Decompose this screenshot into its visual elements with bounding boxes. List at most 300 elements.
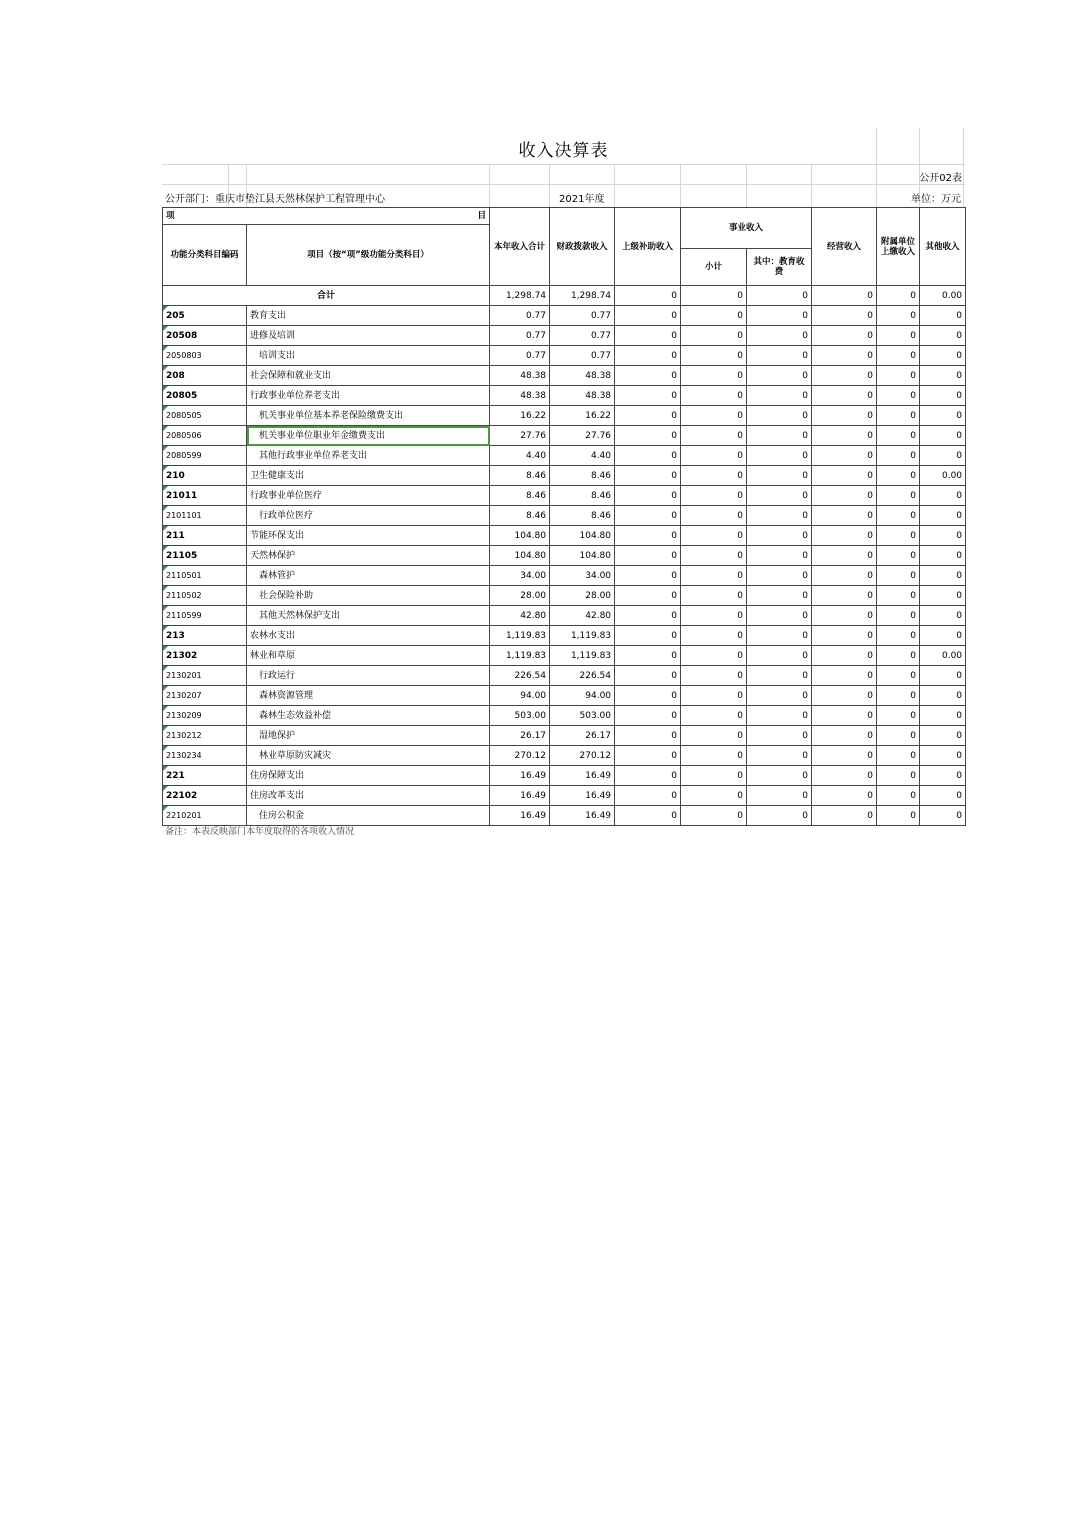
row-value-cell[interactable]: 0 bbox=[615, 806, 681, 826]
row-code-cell[interactable]: 208 bbox=[163, 366, 247, 386]
table-row bbox=[163, 506, 966, 526]
table-row bbox=[163, 626, 966, 646]
row-value-cell[interactable]: 0 bbox=[615, 686, 681, 706]
row-value-cell[interactable]: 0 bbox=[812, 526, 877, 546]
row-code-cell[interactable]: 2101101 bbox=[163, 506, 247, 526]
row-value-cell[interactable]: 0 bbox=[920, 786, 966, 806]
row-value-cell[interactable]: 4.40 bbox=[490, 446, 550, 466]
row-name-cell[interactable]: 湿地保护 bbox=[247, 726, 490, 746]
row-code-cell[interactable]: 2110599 bbox=[163, 606, 247, 626]
row-value-cell[interactable]: 0 bbox=[615, 586, 681, 606]
row-value-cell[interactable]: 16.49 bbox=[550, 786, 615, 806]
row-value-cell[interactable]: 0 bbox=[877, 586, 920, 606]
row-value-cell[interactable]: 0 bbox=[920, 326, 966, 346]
row-code-cell[interactable]: 210 bbox=[163, 466, 247, 486]
row-name-cell[interactable]: 其他行政事业单位养老支出 bbox=[247, 446, 490, 466]
row-value-cell[interactable]: 0 bbox=[877, 546, 920, 566]
row-value-cell[interactable]: 0 bbox=[877, 306, 920, 326]
row-name-cell[interactable]: 机关事业单位基本养老保险缴费支出 bbox=[247, 406, 490, 426]
header-name[interactable]: 项目（按“项”级功能分类科目） bbox=[247, 225, 490, 286]
row-value-cell[interactable]: 0 bbox=[877, 706, 920, 726]
row-value-cell[interactable]: 0 bbox=[920, 566, 966, 586]
row-value-cell[interactable]: 0 bbox=[681, 686, 747, 706]
row-value-cell[interactable]: 0 bbox=[747, 626, 812, 646]
row-value-cell[interactable]: 0 bbox=[747, 306, 812, 326]
row-value-cell[interactable]: 1,119.83 bbox=[490, 626, 550, 646]
row-name-cell[interactable]: 节能环保支出 bbox=[247, 526, 490, 546]
row-name-cell[interactable]: 社会保障和就业支出 bbox=[247, 366, 490, 386]
row-value-cell[interactable]: 0 bbox=[812, 806, 877, 826]
row-name-cell[interactable]: 卫生健康支出 bbox=[247, 466, 490, 486]
row-code-cell[interactable]: 213 bbox=[163, 626, 247, 646]
row-code-cell[interactable]: 20805 bbox=[163, 386, 247, 406]
row-value-cell[interactable]: 0 bbox=[812, 746, 877, 766]
row-code-cell[interactable]: 2080505 bbox=[163, 406, 247, 426]
header-operating[interactable]: 经营收入 bbox=[812, 208, 877, 286]
row-value-cell[interactable]: 0 bbox=[681, 666, 747, 686]
row-value-cell[interactable]: 1,119.83 bbox=[550, 646, 615, 666]
row-value-cell[interactable]: 0 bbox=[877, 386, 920, 406]
row-value-cell[interactable]: 1,119.83 bbox=[490, 646, 550, 666]
header-business-subtotal[interactable]: 小计 bbox=[681, 249, 747, 286]
row-value-cell[interactable]: 42.80 bbox=[490, 606, 550, 626]
row-value-cell[interactable]: 16.49 bbox=[490, 806, 550, 826]
row-value-cell[interactable]: 48.38 bbox=[550, 386, 615, 406]
row-value-cell[interactable]: 0 bbox=[747, 406, 812, 426]
row-value-cell[interactable]: 0 bbox=[615, 466, 681, 486]
row-value-cell[interactable]: 0 bbox=[812, 706, 877, 726]
row-name-cell[interactable]: 住房公积金 bbox=[247, 806, 490, 826]
row-value-cell[interactable]: 0 bbox=[681, 586, 747, 606]
row-value-cell[interactable]: 0 bbox=[615, 626, 681, 646]
total-value[interactable]: 0 bbox=[615, 286, 681, 306]
row-value-cell[interactable]: 16.49 bbox=[490, 786, 550, 806]
row-value-cell[interactable]: 0 bbox=[812, 386, 877, 406]
row-value-cell[interactable]: 0 bbox=[877, 526, 920, 546]
row-value-cell[interactable]: 0 bbox=[812, 566, 877, 586]
row-value-cell[interactable]: 0 bbox=[812, 626, 877, 646]
row-value-cell[interactable]: 0 bbox=[747, 706, 812, 726]
row-value-cell[interactable]: 94.00 bbox=[490, 686, 550, 706]
row-value-cell[interactable]: 8.46 bbox=[550, 466, 615, 486]
row-value-cell[interactable]: 0 bbox=[747, 466, 812, 486]
page-title: 收入决算表 bbox=[518, 141, 609, 161]
row-value-cell[interactable]: 16.22 bbox=[490, 406, 550, 426]
row-value-cell[interactable]: 0 bbox=[877, 446, 920, 466]
row-value-cell[interactable]: 28.00 bbox=[490, 586, 550, 606]
row-value-cell[interactable]: 0 bbox=[747, 786, 812, 806]
row-value-cell[interactable]: 0 bbox=[615, 786, 681, 806]
row-value-cell[interactable]: 4.40 bbox=[550, 446, 615, 466]
header-superior[interactable]: 上级补助收入 bbox=[615, 208, 681, 286]
header-affiliated[interactable]: 附属单位上缴收入 bbox=[877, 208, 920, 286]
row-value-cell[interactable]: 0 bbox=[615, 326, 681, 346]
row-code-cell[interactable]: 21105 bbox=[163, 546, 247, 566]
row-value-cell[interactable]: 503.00 bbox=[550, 706, 615, 726]
row-value-cell[interactable]: 42.80 bbox=[550, 606, 615, 626]
row-value-cell[interactable]: 0 bbox=[681, 646, 747, 666]
row-value-cell[interactable]: 16.49 bbox=[550, 766, 615, 786]
row-value-cell[interactable]: 0 bbox=[747, 746, 812, 766]
row-value-cell[interactable]: 0 bbox=[615, 426, 681, 446]
unit-label: 单位：万元 bbox=[911, 194, 961, 205]
row-value-cell[interactable]: 16.49 bbox=[550, 806, 615, 826]
row-code-cell[interactable]: 2130234 bbox=[163, 746, 247, 766]
row-value-cell[interactable]: 0 bbox=[747, 346, 812, 366]
row-code-cell[interactable]: 2080599 bbox=[163, 446, 247, 466]
header-total-income[interactable]: 本年收入合计 bbox=[490, 208, 550, 286]
row-value-cell[interactable]: 0 bbox=[920, 486, 966, 506]
row-name-cell[interactable]: 行政事业单位医疗 bbox=[247, 486, 490, 506]
row-value-cell[interactable]: 0 bbox=[681, 766, 747, 786]
row-value-cell[interactable]: 0 bbox=[812, 446, 877, 466]
table-row bbox=[163, 566, 966, 586]
row-value-cell[interactable]: 0.77 bbox=[490, 326, 550, 346]
row-value-cell[interactable]: 0 bbox=[615, 766, 681, 786]
row-code-cell[interactable]: 21302 bbox=[163, 646, 247, 666]
row-value-cell[interactable]: 0 bbox=[920, 366, 966, 386]
row-value-cell[interactable]: 0 bbox=[920, 586, 966, 606]
row-value-cell[interactable]: 28.00 bbox=[550, 586, 615, 606]
row-name-cell[interactable]: 社会保险补助 bbox=[247, 586, 490, 606]
row-code-cell[interactable]: 20508 bbox=[163, 326, 247, 346]
row-value-cell[interactable]: 8.46 bbox=[550, 506, 615, 526]
row-value-cell[interactable]: 0 bbox=[681, 746, 747, 766]
row-value-cell[interactable]: 0 bbox=[615, 546, 681, 566]
row-value-cell[interactable]: 26.17 bbox=[490, 726, 550, 746]
row-value-cell[interactable]: 0 bbox=[615, 706, 681, 726]
table-row bbox=[163, 426, 966, 446]
total-value[interactable]: 1,298.74 bbox=[490, 286, 550, 306]
row-value-cell[interactable]: 0 bbox=[877, 426, 920, 446]
row-name-cell[interactable]: 住房保障支出 bbox=[247, 766, 490, 786]
row-value-cell[interactable]: 0 bbox=[920, 806, 966, 826]
total-value[interactable]: 0 bbox=[747, 286, 812, 306]
row-code-cell[interactable]: 211 bbox=[163, 526, 247, 546]
row-value-cell[interactable]: 0 bbox=[812, 426, 877, 446]
row-name-cell[interactable]: 天然林保护 bbox=[247, 546, 490, 566]
row-value-cell[interactable]: 0 bbox=[920, 746, 966, 766]
row-value-cell[interactable]: 0 bbox=[747, 526, 812, 546]
row-value-cell[interactable]: 0 bbox=[747, 686, 812, 706]
row-value-cell[interactable]: 0 bbox=[681, 566, 747, 586]
row-value-cell[interactable]: 0 bbox=[877, 726, 920, 746]
row-value-cell[interactable]: 0 bbox=[681, 366, 747, 386]
row-value-cell[interactable]: 0 bbox=[920, 546, 966, 566]
row-value-cell[interactable]: 270.12 bbox=[550, 746, 615, 766]
row-value-cell[interactable]: 0 bbox=[747, 806, 812, 826]
row-value-cell[interactable]: 0 bbox=[615, 406, 681, 426]
row-value-cell[interactable]: 0 bbox=[812, 546, 877, 566]
row-value-cell[interactable]: 0 bbox=[615, 386, 681, 406]
row-value-cell[interactable]: 0 bbox=[877, 766, 920, 786]
total-value[interactable]: 1,298.74 bbox=[550, 286, 615, 306]
row-value-cell[interactable]: 0 bbox=[812, 586, 877, 606]
row-value-cell[interactable]: 0 bbox=[877, 626, 920, 646]
row-value-cell[interactable]: 94.00 bbox=[550, 686, 615, 706]
row-value-cell[interactable]: 0 bbox=[681, 486, 747, 506]
row-value-cell[interactable]: 0.77 bbox=[550, 346, 615, 366]
row-code-cell[interactable]: 2080506 bbox=[163, 426, 247, 446]
row-value-cell[interactable]: 8.46 bbox=[490, 486, 550, 506]
row-value-cell[interactable]: 226.54 bbox=[490, 666, 550, 686]
row-name-cell[interactable]: 农林水支出 bbox=[247, 626, 490, 646]
row-value-cell[interactable]: 0 bbox=[812, 486, 877, 506]
row-value-cell[interactable]: 0 bbox=[615, 646, 681, 666]
row-value-cell[interactable]: 0 bbox=[877, 486, 920, 506]
row-value-cell[interactable]: 0 bbox=[920, 346, 966, 366]
total-value[interactable]: 0.00 bbox=[920, 286, 966, 306]
row-value-cell[interactable]: 0 bbox=[681, 806, 747, 826]
row-value-cell[interactable]: 1,119.83 bbox=[550, 626, 615, 646]
header-business[interactable]: 事业收入 bbox=[681, 208, 812, 249]
row-value-cell[interactable]: 0 bbox=[877, 506, 920, 526]
department-label: 公开部门：重庆市垫江县天然林保护工程管理中心 bbox=[165, 194, 385, 205]
row-value-cell[interactable]: 0 bbox=[747, 546, 812, 566]
row-value-cell[interactable]: 0 bbox=[747, 326, 812, 346]
row-code-cell[interactable]: 2130212 bbox=[163, 726, 247, 746]
row-code-cell[interactable]: 2210201 bbox=[163, 806, 247, 826]
row-value-cell[interactable]: 0 bbox=[615, 486, 681, 506]
row-value-cell[interactable]: 0 bbox=[681, 786, 747, 806]
row-value-cell[interactable]: 0 bbox=[681, 526, 747, 546]
row-value-cell[interactable]: 8.46 bbox=[490, 466, 550, 486]
row-value-cell[interactable]: 503.00 bbox=[490, 706, 550, 726]
row-code-cell[interactable]: 221 bbox=[163, 766, 247, 786]
row-name-cell[interactable]: 进修及培训 bbox=[247, 326, 490, 346]
row-value-cell[interactable]: 0 bbox=[812, 666, 877, 686]
row-value-cell[interactable]: 104.80 bbox=[550, 526, 615, 546]
table-row bbox=[163, 446, 966, 466]
row-value-cell[interactable]: 0 bbox=[812, 766, 877, 786]
row-value-cell[interactable]: 0 bbox=[920, 626, 966, 646]
row-value-cell[interactable]: 0 bbox=[812, 686, 877, 706]
row-value-cell[interactable]: 0 bbox=[920, 446, 966, 466]
row-value-cell[interactable]: 104.80 bbox=[490, 546, 550, 566]
row-value-cell[interactable]: 0 bbox=[681, 506, 747, 526]
row-value-cell[interactable]: 0.77 bbox=[550, 306, 615, 326]
row-value-cell[interactable]: 0 bbox=[877, 406, 920, 426]
header-business-edu[interactable]: 其中：教育收费 bbox=[747, 249, 812, 286]
row-value-cell[interactable]: 0 bbox=[747, 606, 812, 626]
row-value-cell[interactable]: 0 bbox=[812, 646, 877, 666]
row-value-cell[interactable]: 0 bbox=[681, 386, 747, 406]
row-value-cell[interactable]: 0 bbox=[747, 506, 812, 526]
row-value-cell[interactable]: 0 bbox=[812, 506, 877, 526]
row-value-cell[interactable]: 0 bbox=[920, 406, 966, 426]
total-value[interactable]: 0 bbox=[877, 286, 920, 306]
row-value-cell[interactable]: 16.22 bbox=[550, 406, 615, 426]
row-value-cell[interactable]: 0 bbox=[681, 326, 747, 346]
row-code-cell[interactable]: 2130207 bbox=[163, 686, 247, 706]
row-value-cell[interactable]: 0.00 bbox=[920, 466, 966, 486]
row-value-cell[interactable]: 226.54 bbox=[550, 666, 615, 686]
row-code-cell[interactable]: 2110502 bbox=[163, 586, 247, 606]
row-value-cell[interactable]: 48.38 bbox=[490, 386, 550, 406]
row-value-cell[interactable]: 0 bbox=[920, 666, 966, 686]
row-value-cell[interactable]: 0 bbox=[747, 426, 812, 446]
row-value-cell[interactable]: 0 bbox=[877, 786, 920, 806]
row-value-cell[interactable]: 0 bbox=[920, 606, 966, 626]
row-value-cell[interactable]: 48.38 bbox=[490, 366, 550, 386]
row-code-cell[interactable]: 2130201 bbox=[163, 666, 247, 686]
row-value-cell[interactable]: 0 bbox=[812, 326, 877, 346]
row-value-cell[interactable]: 0 bbox=[681, 726, 747, 746]
row-code-cell[interactable]: 22102 bbox=[163, 786, 247, 806]
row-value-cell[interactable]: 0 bbox=[812, 366, 877, 386]
row-value-cell[interactable]: 0 bbox=[877, 366, 920, 386]
row-value-cell[interactable]: 0 bbox=[812, 466, 877, 486]
row-code-cell[interactable]: 21011 bbox=[163, 486, 247, 506]
row-value-cell[interactable]: 0 bbox=[812, 786, 877, 806]
row-value-cell[interactable]: 0 bbox=[681, 546, 747, 566]
row-value-cell[interactable]: 0 bbox=[877, 606, 920, 626]
row-value-cell[interactable]: 0 bbox=[812, 306, 877, 326]
row-value-cell[interactable]: 0 bbox=[747, 386, 812, 406]
row-value-cell[interactable]: 16.49 bbox=[490, 766, 550, 786]
row-name-cell[interactable]: 机关事业单位职业年金缴费支出 bbox=[247, 426, 490, 446]
table-row bbox=[163, 306, 966, 326]
row-value-cell[interactable]: 0 bbox=[812, 406, 877, 426]
row-value-cell[interactable]: 0 bbox=[812, 726, 877, 746]
row-name-cell[interactable]: 行政事业单位养老支出 bbox=[247, 386, 490, 406]
row-value-cell[interactable]: 0 bbox=[920, 306, 966, 326]
row-value-cell[interactable]: 0 bbox=[681, 446, 747, 466]
row-code-cell[interactable]: 2050803 bbox=[163, 346, 247, 366]
total-value[interactable]: 0 bbox=[681, 286, 747, 306]
row-value-cell[interactable]: 0 bbox=[920, 706, 966, 726]
row-value-cell[interactable]: 0 bbox=[615, 506, 681, 526]
table-rows bbox=[163, 306, 966, 826]
row-value-cell[interactable]: 27.76 bbox=[490, 426, 550, 446]
row-name-cell[interactable]: 培训支出 bbox=[247, 346, 490, 366]
row-value-cell[interactable]: 0.77 bbox=[550, 326, 615, 346]
row-value-cell[interactable]: 0 bbox=[877, 666, 920, 686]
row-value-cell[interactable]: 0 bbox=[920, 426, 966, 446]
row-value-cell[interactable]: 0 bbox=[615, 606, 681, 626]
table-row bbox=[163, 326, 966, 346]
row-value-cell[interactable]: 104.80 bbox=[550, 546, 615, 566]
table-row bbox=[163, 406, 966, 426]
row-value-cell[interactable]: 0 bbox=[747, 726, 812, 746]
row-value-cell[interactable]: 0 bbox=[877, 746, 920, 766]
row-value-cell[interactable]: 0 bbox=[920, 386, 966, 406]
row-value-cell[interactable]: 0 bbox=[747, 366, 812, 386]
header-other[interactable]: 其他收入 bbox=[920, 208, 966, 286]
row-value-cell[interactable]: 0 bbox=[681, 306, 747, 326]
row-value-cell[interactable]: 0 bbox=[615, 346, 681, 366]
row-value-cell[interactable]: 104.80 bbox=[490, 526, 550, 546]
row-name-cell[interactable]: 行政运行 bbox=[247, 666, 490, 686]
row-name-cell[interactable]: 森林生态效益补偿 bbox=[247, 706, 490, 726]
row-value-cell[interactable]: 0 bbox=[812, 606, 877, 626]
row-name-cell[interactable]: 行政单位医疗 bbox=[247, 506, 490, 526]
table-row bbox=[163, 466, 966, 486]
row-value-cell[interactable]: 0 bbox=[747, 766, 812, 786]
total-label[interactable]: 合计 bbox=[163, 286, 490, 306]
row-value-cell[interactable]: 8.46 bbox=[550, 486, 615, 506]
row-value-cell[interactable]: 0 bbox=[681, 706, 747, 726]
table-row bbox=[163, 806, 966, 826]
fiscal-year: 2021年度 bbox=[559, 194, 605, 205]
row-value-cell[interactable]: 0 bbox=[920, 686, 966, 706]
row-value-cell[interactable]: 0 bbox=[681, 626, 747, 646]
row-code-cell[interactable]: 2130209 bbox=[163, 706, 247, 726]
row-value-cell[interactable]: 0 bbox=[920, 726, 966, 746]
row-value-cell[interactable]: 27.76 bbox=[550, 426, 615, 446]
row-value-cell[interactable]: 0 bbox=[615, 306, 681, 326]
row-value-cell[interactable]: 0 bbox=[877, 326, 920, 346]
row-value-cell[interactable]: 0.00 bbox=[920, 646, 966, 666]
row-name-cell[interactable]: 森林资源管理 bbox=[247, 686, 490, 706]
row-value-cell[interactable]: 0.77 bbox=[490, 346, 550, 366]
row-value-cell[interactable]: 270.12 bbox=[490, 746, 550, 766]
row-value-cell[interactable]: 0 bbox=[681, 466, 747, 486]
table-row bbox=[163, 366, 966, 386]
table-row bbox=[163, 786, 966, 806]
row-value-cell[interactable]: 0 bbox=[615, 446, 681, 466]
row-value-cell[interactable]: 0 bbox=[877, 566, 920, 586]
header-item-cell[interactable] bbox=[163, 208, 490, 225]
row-value-cell[interactable]: 0 bbox=[615, 526, 681, 546]
row-code-cell[interactable]: 2110501 bbox=[163, 566, 247, 586]
row-name-cell[interactable]: 其他天然林保护支出 bbox=[247, 606, 490, 626]
row-value-cell[interactable]: 0 bbox=[615, 746, 681, 766]
row-value-cell[interactable]: 0.77 bbox=[490, 306, 550, 326]
row-value-cell[interactable]: 0 bbox=[877, 686, 920, 706]
table-row bbox=[163, 346, 966, 366]
row-value-cell[interactable]: 34.00 bbox=[550, 566, 615, 586]
row-name-cell[interactable]: 住房改革支出 bbox=[247, 786, 490, 806]
row-value-cell[interactable]: 48.38 bbox=[550, 366, 615, 386]
table-row bbox=[163, 706, 966, 726]
row-value-cell[interactable]: 0 bbox=[920, 506, 966, 526]
row-value-cell[interactable]: 0 bbox=[747, 566, 812, 586]
row-value-cell[interactable]: 0 bbox=[877, 806, 920, 826]
row-value-cell[interactable]: 0 bbox=[681, 426, 747, 446]
row-value-cell[interactable]: 0 bbox=[747, 666, 812, 686]
row-value-cell[interactable]: 0 bbox=[747, 586, 812, 606]
row-value-cell[interactable]: 8.46 bbox=[490, 506, 550, 526]
row-value-cell[interactable]: 0 bbox=[615, 666, 681, 686]
header-code[interactable]: 功能分类科目编码 bbox=[163, 225, 247, 286]
row-value-cell[interactable]: 0 bbox=[615, 566, 681, 586]
row-code-cell[interactable]: 205 bbox=[163, 306, 247, 326]
row-value-cell[interactable]: 0 bbox=[747, 646, 812, 666]
row-value-cell[interactable]: 0 bbox=[681, 606, 747, 626]
row-value-cell[interactable]: 0 bbox=[877, 646, 920, 666]
total-value[interactable]: 0 bbox=[812, 286, 877, 306]
header-fiscal[interactable]: 财政拨款收入 bbox=[550, 208, 615, 286]
row-value-cell[interactable]: 0 bbox=[681, 406, 747, 426]
row-value-cell[interactable]: 0 bbox=[615, 726, 681, 746]
row-value-cell[interactable]: 0 bbox=[747, 486, 812, 506]
row-value-cell[interactable]: 0 bbox=[615, 366, 681, 386]
row-value-cell[interactable]: 34.00 bbox=[490, 566, 550, 586]
row-name-cell[interactable]: 林业和草原 bbox=[247, 646, 490, 666]
row-name-cell[interactable]: 林业草原防灾减灾 bbox=[247, 746, 490, 766]
row-value-cell[interactable]: 0 bbox=[920, 526, 966, 546]
row-value-cell[interactable]: 0 bbox=[920, 766, 966, 786]
row-name-cell[interactable]: 教育支出 bbox=[247, 306, 490, 326]
row-value-cell[interactable]: 0 bbox=[812, 346, 877, 366]
row-value-cell[interactable]: 0 bbox=[877, 466, 920, 486]
row-value-cell[interactable]: 0 bbox=[877, 346, 920, 366]
row-name-cell[interactable]: 森林管护 bbox=[247, 566, 490, 586]
row-value-cell[interactable]: 0 bbox=[681, 346, 747, 366]
row-value-cell[interactable]: 26.17 bbox=[550, 726, 615, 746]
row-value-cell[interactable]: 0 bbox=[747, 446, 812, 466]
